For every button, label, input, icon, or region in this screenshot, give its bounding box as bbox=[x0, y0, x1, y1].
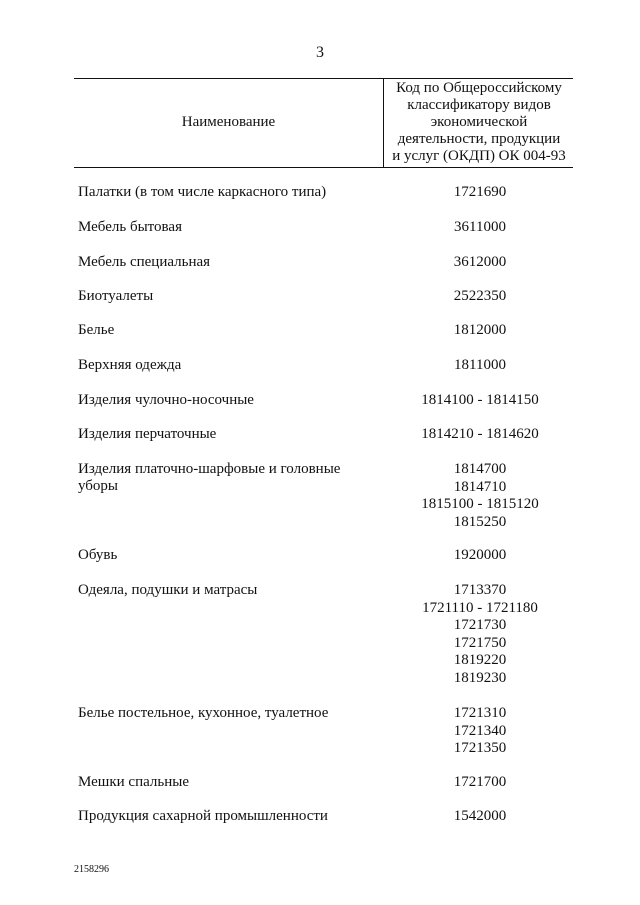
row-codes bbox=[395, 288, 565, 306]
row-name: Изделия чулочно-носочные bbox=[78, 392, 254, 408]
header-code-line: деятельности, продукции bbox=[397, 131, 561, 147]
row-code: 1721110 - 1721180 bbox=[422, 599, 538, 616]
row-code: 1819220 bbox=[453, 652, 507, 668]
row-name: Белье постельное, кухонное, туалетное bbox=[78, 705, 329, 721]
row-name: Изделия платочно-шарфовые и головные уборы bbox=[78, 461, 341, 494]
row-codes bbox=[395, 322, 565, 340]
row-name: Одеяла, подушки и матрасы bbox=[78, 582, 258, 598]
row-codes bbox=[395, 705, 565, 758]
row-codes bbox=[395, 426, 565, 444]
row-name: Мебель бытовая bbox=[78, 219, 182, 235]
row-code: 1721310 bbox=[453, 705, 507, 721]
row-code: 1542000 bbox=[453, 808, 507, 824]
row-code: 1812000 bbox=[453, 322, 507, 338]
row-name: Биотуалеты bbox=[78, 288, 154, 304]
row-code: 1713370 bbox=[453, 582, 507, 598]
row-code: 1721700 bbox=[453, 774, 507, 790]
row-code: 1721340 bbox=[453, 722, 507, 739]
row-code: 1815100 - 1815120 bbox=[421, 496, 539, 512]
row-codes bbox=[395, 254, 565, 272]
row-code: 1721730 bbox=[453, 617, 507, 633]
row-codes bbox=[395, 219, 565, 237]
document-id: 2158296 bbox=[74, 864, 109, 875]
row-code: 1811000 bbox=[454, 357, 506, 373]
row-code: 1721690 bbox=[453, 184, 507, 200]
row-codes bbox=[395, 774, 565, 792]
header-code-line: классификатору видов bbox=[407, 97, 551, 113]
page-number: 3 bbox=[316, 44, 324, 61]
row-codes bbox=[395, 357, 565, 375]
header-name-column: Наименование bbox=[181, 114, 276, 130]
header-code-line: экономической bbox=[430, 114, 528, 130]
row-code: 3611000 bbox=[454, 219, 506, 235]
row-name: Верхняя одежда bbox=[78, 357, 182, 373]
row-name: Продукция сахарной промышленности bbox=[78, 808, 328, 824]
row-codes bbox=[395, 392, 565, 410]
header-code-line: и услуг (ОКДП) ОК 004-93 bbox=[392, 148, 566, 164]
row-codes bbox=[395, 461, 565, 531]
row-code: 1721350 bbox=[453, 740, 507, 756]
row-code: 3612000 bbox=[453, 254, 507, 270]
row-code: 1814100 - 1814150 bbox=[421, 392, 539, 408]
row-name: Палатки (в том числе каркасного типа) bbox=[78, 184, 327, 200]
row-code: 1920000 bbox=[453, 547, 507, 563]
row-name: Мешки спальные bbox=[78, 774, 189, 790]
row-codes bbox=[395, 184, 565, 202]
row-name: Белье bbox=[78, 322, 115, 338]
row-codes bbox=[395, 808, 565, 826]
row-code: 1815250 bbox=[453, 513, 507, 530]
row-codes bbox=[395, 582, 565, 687]
row-name: Обувь bbox=[78, 547, 118, 563]
row-codes bbox=[395, 547, 565, 565]
row-code: 1721750 bbox=[453, 634, 507, 651]
row-code: 1814710 bbox=[453, 478, 507, 495]
row-name: Изделия перчаточные bbox=[78, 426, 217, 442]
row-name: Мебель специальная bbox=[78, 254, 211, 270]
header-code-line: Код по Общероссийскому bbox=[396, 80, 562, 96]
row-code: 2522350 bbox=[453, 288, 507, 304]
row-code: 1814210 - 1814620 bbox=[421, 426, 539, 442]
row-code: 1814700 bbox=[453, 461, 507, 477]
row-code: 1819230 bbox=[453, 669, 507, 686]
